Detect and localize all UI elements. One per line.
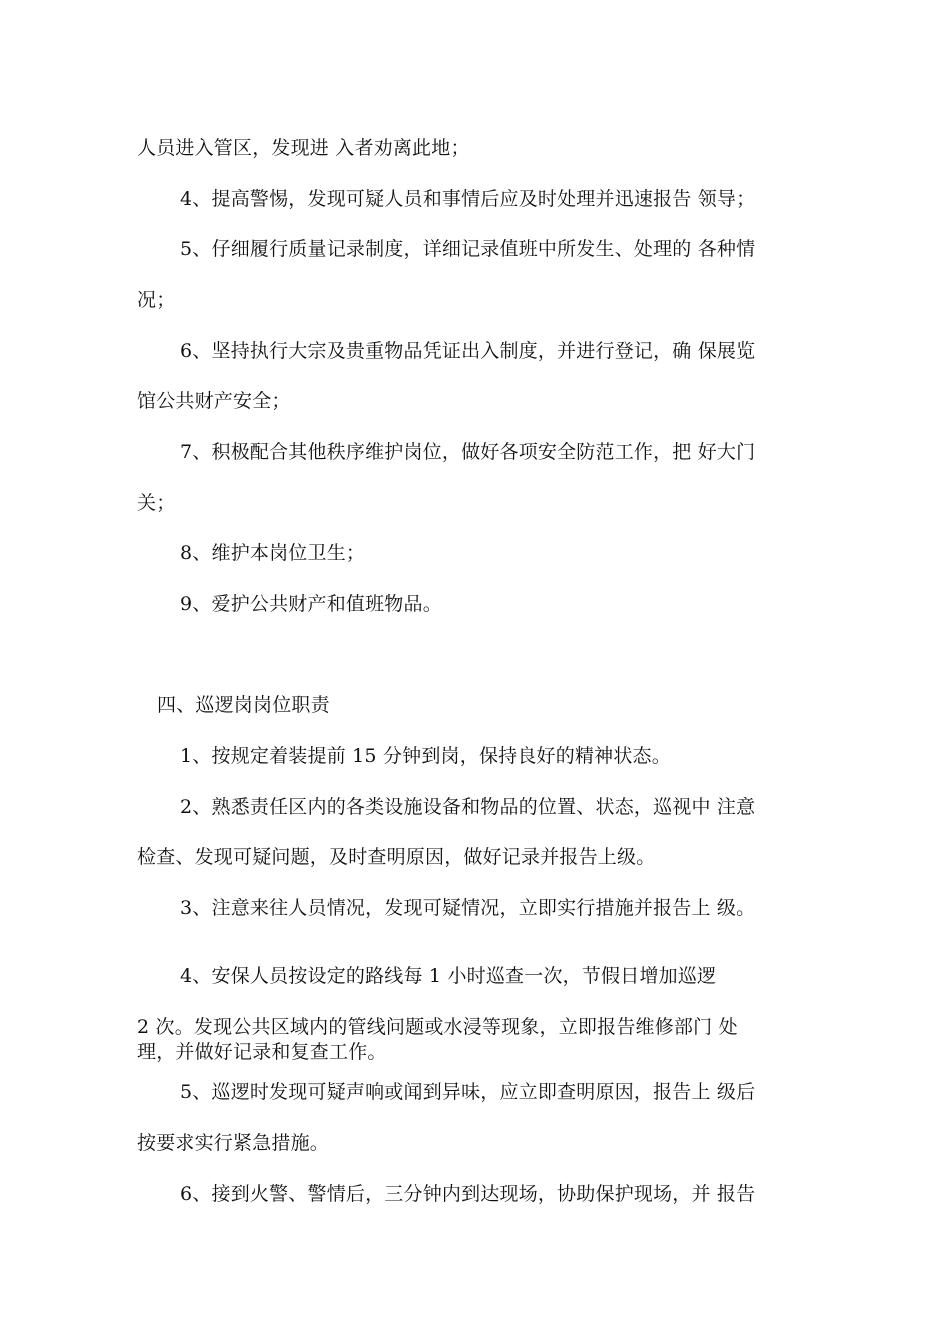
text-line: 6、接到火警、警情后，三分钟内到达现场，协助保护现场，并 报告 — [180, 1183, 756, 1205]
text-line: 7、积极配合其他秩序维护岗位，做好各项安全防范工作，把 好大门 — [180, 441, 756, 463]
section-heading: 四、巡逻岗岗位职责 — [157, 694, 330, 716]
text-line: 6、坚持执行大宗及贵重物品凭证出入制度，并进行登记，确 保展览 — [180, 340, 756, 362]
text-line: 5、仔细履行质量记录制度，详细记录值班中所发生、处理的 各种情 — [180, 238, 756, 260]
text-line: 理，并做好记录和复查工作。 — [137, 1041, 387, 1063]
text-line: 检查、发现可疑问题，及时查明原因，做好记录并报告上级。 — [137, 846, 656, 868]
text-line: 关； — [137, 492, 176, 514]
text-line: 3、注意来往人员情况，发现可疑情况，立即实行措施并报告上 级。 — [180, 897, 756, 919]
text-line: 人员进入管区，发现进 入者劝离此地； — [137, 137, 470, 159]
text-line: 1、按规定着装提前 15 分钟到岗，保持良好的精神状态。 — [180, 745, 671, 767]
text-line: 2、熟悉责任区内的各类设施设备和物品的位置、状态，巡视中 注意 — [180, 796, 756, 818]
text-line: 4、提高警惕，发现可疑人员和事情后应及时处理并迅速报告 领导； — [180, 188, 756, 210]
text-line: 8、维护本岗位卫生； — [180, 542, 366, 564]
text-line: 况； — [137, 289, 176, 311]
text-line: 9、爱护公共财产和值班物品。 — [180, 593, 442, 615]
text-line: 按要求实行紧急措施。 — [137, 1132, 330, 1154]
text-line: 4、安保人员按设定的路线每 1 小时巡查一次，节假日增加巡逻 — [180, 965, 717, 987]
text-line: 馆公共财产安全； — [137, 390, 291, 412]
text-line: 5、巡逻时发现可疑声响或闻到异味，应立即查明原因，报告上 级后 — [180, 1081, 756, 1103]
text-line: 2 次。发现公共区域内的管线问题或水浸等现象，立即报告维修部门 处 — [137, 1016, 738, 1038]
